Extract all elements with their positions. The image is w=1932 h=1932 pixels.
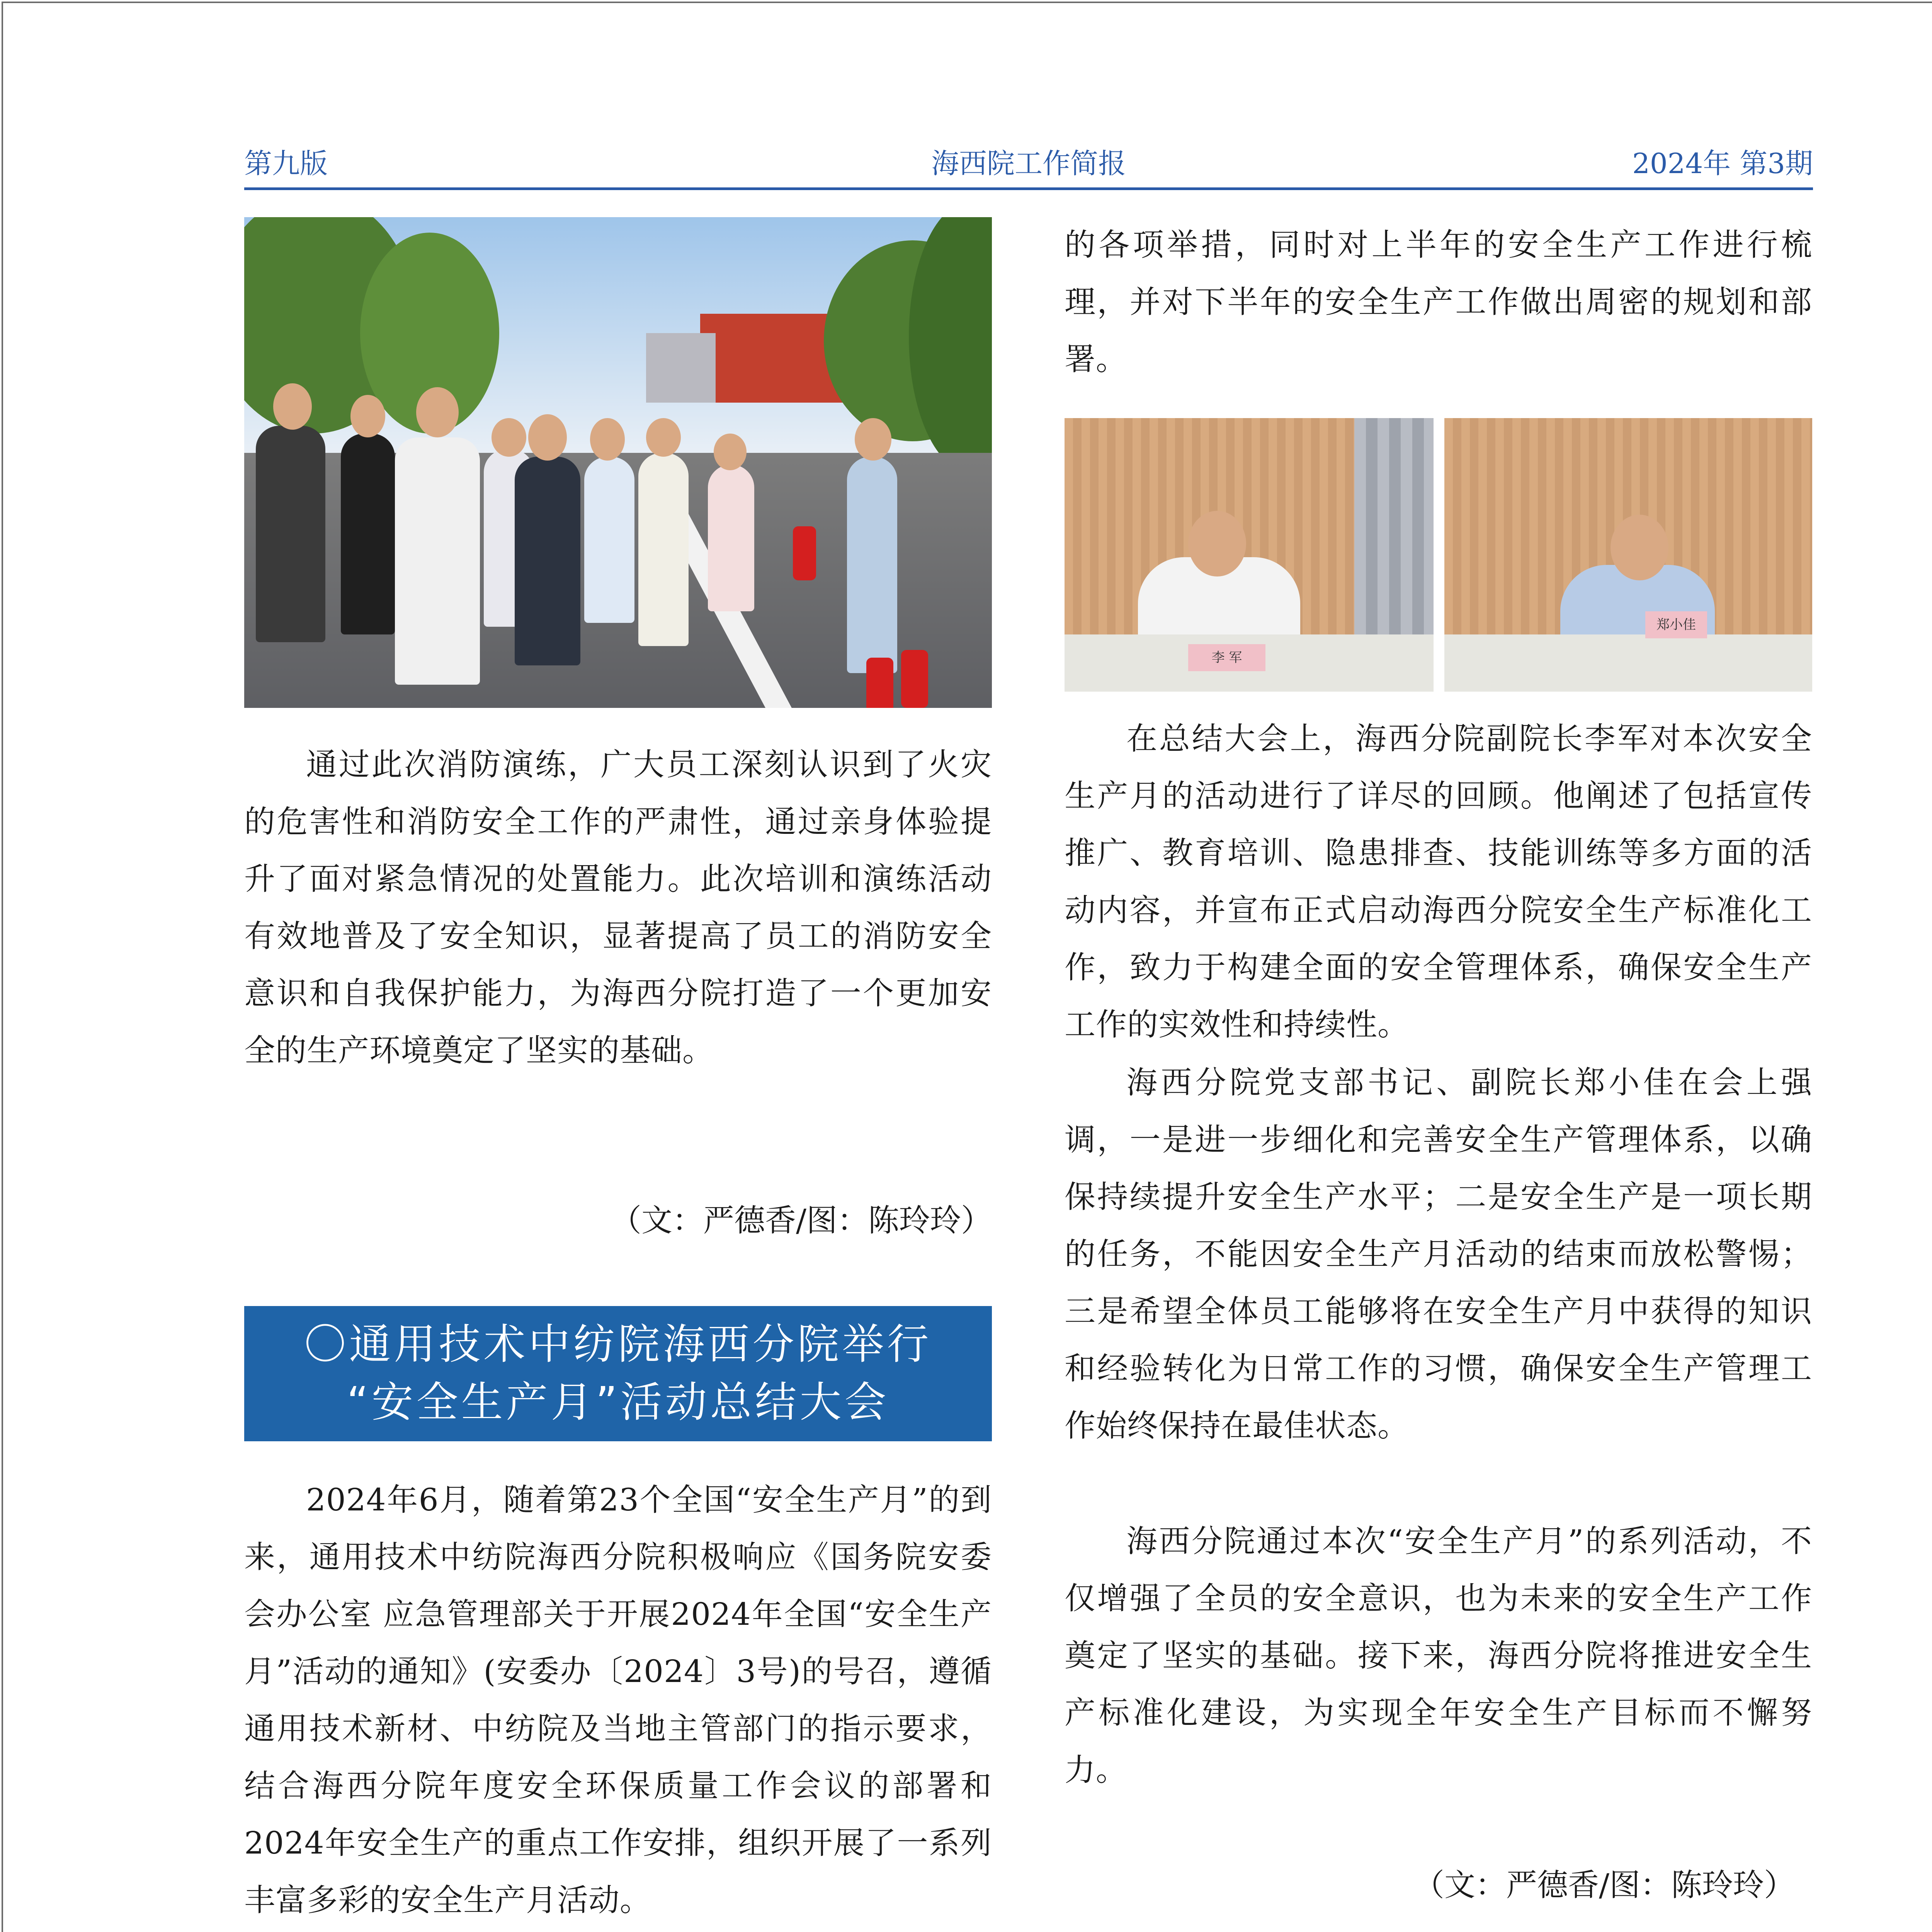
paragraph-drill-summary: 通过此次消防演练，广大员工深刻认识到了火灾的危害性和消防安全工作的严肃性，通过亲身体验提升了面对紧急情况的处置能力。此次培训和演练活动有效地普及了安全知识，显著提高了员工的消防安全意识和自我保护能力，为海西分院打造了一个更加安全的生产环境奠定了坚实的基础。: [244, 747, 992, 1068]
banner-1-line-2: “安全生产月”活动总结大会: [347, 1378, 889, 1427]
banner-1-line-1: 〇通用技术中纺院海西分院举行: [304, 1320, 932, 1369]
paragraph-emphasis: 海西分院党支部书记、副院长郑小佳在会上强调，一是进一步细化和完善安全生产管理体系，以确保持续提升安全生产水平；二是安全生产是一项长期的任务，不能因安全生产月活动的结束而放松警惕；三是希望全体员工能够将在安全生产月中获得的知识和经验转化为日常工作的习惯，确保安全生产管理工作始终保持在最佳状态。: [1065, 1065, 1812, 1444]
issue-label: 2024年 第3期: [1632, 147, 1813, 180]
photo-fire-drill: [244, 217, 992, 708]
credit-line-1: （文：严德香/图：陈玲玲）: [611, 1202, 992, 1238]
edition-label: 第九版: [244, 147, 328, 180]
photo-vice-director-speaking: [1065, 418, 1434, 692]
nameplate-party-secretary: 郑小佳: [1645, 611, 1707, 638]
section-banner-1: [244, 1306, 992, 1441]
publication-title: 海西院工作简报: [931, 147, 1126, 180]
paragraph-review: 在总结大会上，海西分院副院长李军对本次安全生产月的活动进行了详尽的回顾。他阐述了包括宣传推广、教育培训、隐患排查、技能训练等多方面的活动内容，并宣布正式启动海西分院安全生产标准化工作，致力于构建全面的安全管理体系，确保安全生产工作的实效性和持续性。: [1065, 721, 1812, 1043]
paragraph-safety-month-intro: 2024年6月，随着第23个全国“安全生产月”的到来，通用技术中纺院海西分院积极响应《国务院安委会办公室 应急管理部关于开展2024年全国“安全生产月”活动的通知》(安委办〔2024〕3号)的号召，遵循通用技术新材、中纺院及当地主管部门的指示要求，结合海西分院年度安全环保质量工作会议的部署和2024年安全生产的重点工作安排，组织开展了一系列丰富多彩的安全生产月活动。: [244, 1482, 992, 1918]
paragraph-meeting-continued: 的各项举措，同时对上半年的安全生产工作进行梳理，并对下半年的安全生产工作做出周密的规划和部署。: [1065, 227, 1812, 377]
page-header: [244, 133, 1813, 190]
paragraph-conclusion: 海西分院通过本次“安全生产月”的系列活动，不仅增强了全员的安全意识，也为未来的安全生产工作奠定了坚实的基础。接下来，海西分院将推进安全生产标准化建设，为实现全年安全生产目标而不懈努力。: [1065, 1523, 1812, 1788]
photo-party-secretary-speaking: [1444, 418, 1812, 692]
nameplate-vice-director: 李 军: [1188, 644, 1265, 671]
credit-line-2: （文：严德香/图：陈玲玲）: [1413, 1867, 1795, 1903]
